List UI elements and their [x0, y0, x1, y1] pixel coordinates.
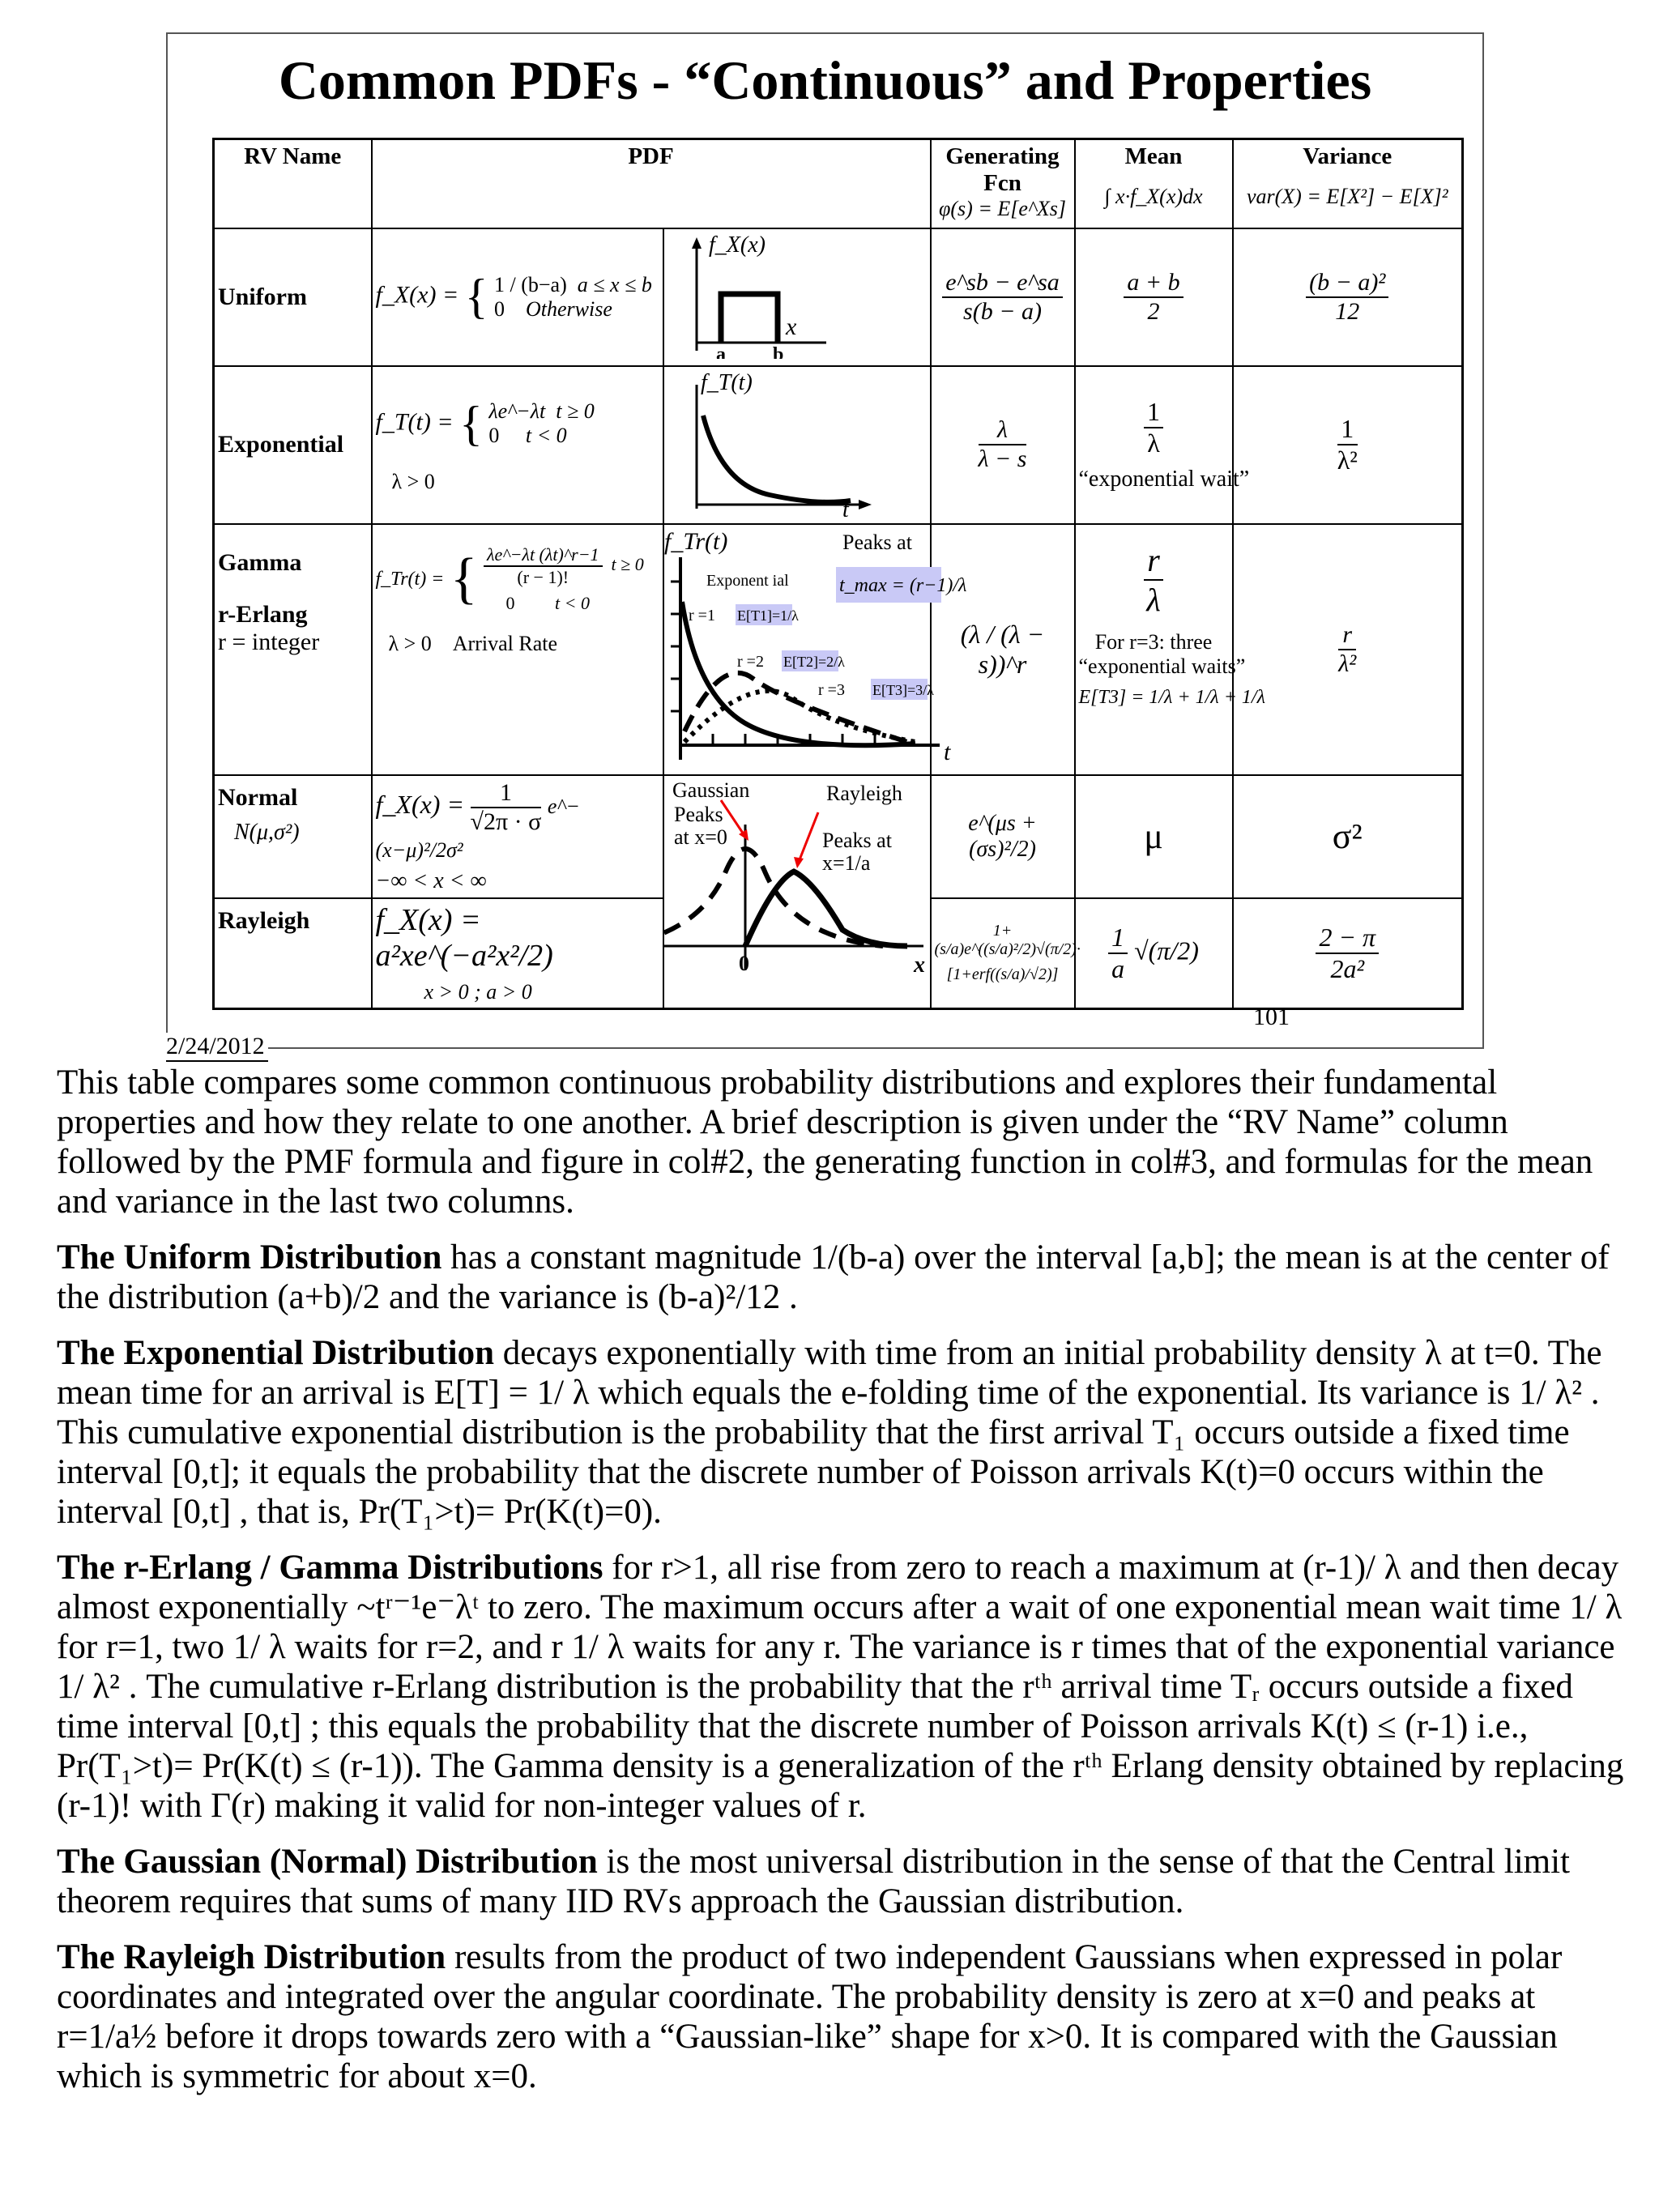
- uniform-pdf: [372, 228, 663, 366]
- gamma-param-label: Arrival Rate: [452, 631, 558, 655]
- pdf-table: [212, 138, 1464, 1010]
- rayleigh-arrow-head: [794, 857, 804, 868]
- rayleigh-gen: [931, 898, 1081, 1009]
- para-exponential: [57, 1333, 1636, 1532]
- rayleigh-peaks: Peaks at: [821, 828, 892, 852]
- gamma-fig-r1-mean: E[T1]=1/λ: [736, 607, 799, 624]
- rayleigh-gen-line1: 1+(s/a)e^((s/a)²/2)√(π/2)·: [934, 922, 1081, 958]
- exponential-var: [1233, 366, 1463, 524]
- uniform-case1-cond: a ≤ x ≤ b: [577, 272, 652, 296]
- exp-mean-den: λ: [1147, 428, 1160, 458]
- header-mean-label: Mean: [1124, 143, 1183, 169]
- exponential-figure: [663, 366, 931, 524]
- slide-date: 2/24/2012: [166, 1033, 268, 1062]
- header-var-formula: var(X) = E[X²] − E[X]²: [1246, 185, 1448, 208]
- rayleigh-label: Rayleigh: [825, 781, 902, 805]
- exp-var-den: λ²: [1337, 445, 1358, 475]
- exp-case1-cond: t ≥ 0: [556, 399, 595, 423]
- exp-case2: 0: [488, 424, 500, 447]
- gamma-fig-r1: r =1: [688, 606, 715, 624]
- normal-pdf-lhs-text: f_X(x) =: [375, 789, 465, 819]
- rayleigh-range: x > 0 ; a > 0: [424, 979, 532, 1004]
- gamma-pdf: [372, 524, 663, 775]
- header-pdf: PDF: [372, 139, 931, 228]
- exponential-pdf: [372, 366, 663, 524]
- gamma-figure: [663, 524, 966, 775]
- gamma-plot: [663, 525, 966, 768]
- gamma-gen-formula: (λ / (λ − s))^r: [960, 619, 1045, 679]
- uniform-var-num: (b − a)²: [1306, 269, 1388, 298]
- header-generating: [931, 139, 1075, 228]
- uniform-fig-xlabel: x: [785, 313, 796, 340]
- rayleigh-mean: [1075, 898, 1233, 1009]
- para-erlang-body: for r>1, all rise from zero to reach a maximum at (r-1)/ λ and then decay almost exponentially ~tʳ⁻¹e⁻λᵗ to zero. The maximum occurs after a wait of one exponential mean wait time 1/ λ for r=1, two 1/ λ waits for r=2, and r 1/ λ waits for any r. The variance is r times that of the exponential variance 1/ λ² . The cumulative r-Erlang distribution is the probability that the rᵗʰ arrival time Tᵣ occurs outside a fixed time interval [0,t] ; this equals the probability that the discrete number of Poisson arrivals K(t) ≤ (r-1) i.e., Pr(T₁>t)= Pr(K(t) ≤ (r-1)). The Gamma density is a generalization of the rᵗʰ Erlang density obtained by replacing (r-1)! with Γ(r) making it valid for non-integer values of r.: [57, 1549, 1624, 1825]
- gamma-r1-curve: [682, 602, 915, 745]
- exp-x-arrow: [859, 500, 872, 509]
- exponential-mean: [1075, 366, 1250, 524]
- exp-gen-den: λ − s: [978, 445, 1027, 472]
- gamma-mean-num: r: [1144, 541, 1163, 581]
- normal-pdf-den: √2π · σ: [470, 808, 542, 835]
- uniform-mean-den: 2: [1147, 297, 1160, 325]
- gamma-var-den: λ²: [1338, 650, 1357, 677]
- gamma-fig-exponential: Exponent ial: [706, 571, 789, 590]
- gamma-mean-note1: For r=3: three: [1094, 629, 1213, 654]
- rayleigh-arrow: [799, 812, 818, 862]
- para-rayleigh: [57, 1937, 1636, 2096]
- gamma-gen: [931, 524, 1075, 775]
- exp-gen-num: λ: [979, 416, 1027, 445]
- rayleigh-at: x=1/a: [821, 850, 870, 875]
- exponential-name: Exponential: [214, 366, 372, 524]
- row-exponential: [214, 366, 1463, 524]
- gamma-var-num: r: [1338, 621, 1356, 650]
- normal-gen-formula: e^(μs + (σs)²/2): [968, 810, 1037, 862]
- exp-mean-note: “exponential wait”: [1078, 467, 1250, 492]
- uniform-var-den: 12: [1335, 297, 1360, 325]
- exp-plot: [664, 367, 923, 517]
- gaussian-at: at x=0: [673, 825, 727, 849]
- normal-rayleigh-figure: [663, 775, 931, 1009]
- para-rayleigh-head: The Rayleigh Distribution: [57, 1938, 446, 1976]
- para-gauss-body: is the most universal distribution in the sense of that the Central limit theorem requires that sums of many IID RVs approach the Gaussian distribution.: [57, 1843, 1571, 1920]
- uniform-fig-ylabel: f_X(x): [708, 232, 766, 258]
- exp-cases: [488, 399, 594, 448]
- gamma-pdf-lhs: f_Tr(t) =: [375, 568, 445, 590]
- uniform-gen-num: e^sb − e^sa: [942, 269, 1063, 298]
- uniform-mean: [1075, 228, 1233, 366]
- gamma-name2: r-Erlang: [218, 600, 308, 628]
- exp-case2-cond: t < 0: [525, 424, 567, 447]
- header-variance-label: Variance: [1303, 143, 1392, 169]
- uniform-plot: [664, 229, 923, 359]
- rayleigh-mean-den: a: [1111, 953, 1125, 983]
- gamma-mean: [1075, 524, 1265, 775]
- uniform-y-arrow: [692, 237, 702, 249]
- uniform-case2: 0: [494, 296, 505, 321]
- para-uniform-head: The Uniform Distribution: [57, 1238, 442, 1276]
- exp-brace: {: [459, 396, 483, 450]
- gamma-brace: {: [450, 547, 478, 610]
- normal-var-value: σ²: [1332, 816, 1363, 856]
- rayleigh-pdf: [372, 898, 663, 1009]
- rayleigh-var: [1233, 898, 1463, 1009]
- gamma-case1-cond: t ≥ 0: [611, 553, 644, 574]
- description-text: [57, 1063, 1636, 2112]
- gamma-var: [1233, 524, 1463, 775]
- gamma-param-line: [376, 632, 659, 656]
- header-gen-line2: Fcn: [983, 170, 1021, 196]
- gamma-fig-ylabel: f_Tr(t): [663, 527, 727, 555]
- gamma-param: λ > 0: [388, 631, 432, 655]
- exp-param: λ > 0: [391, 469, 435, 493]
- header-row: [214, 139, 1463, 228]
- gamma-fig-tmax: t_max = (r−1)/λ: [838, 574, 966, 596]
- exp-mean-num: 1: [1144, 397, 1163, 428]
- para-erlang: [57, 1548, 1636, 1826]
- rayleigh-gen-line2: [1+erf((s/a)/√2)]: [946, 965, 1059, 983]
- exp-fig-ylabel: f_T(t): [700, 369, 753, 395]
- rayleigh-var-num: 2 − π: [1316, 923, 1379, 954]
- gamma-fig-r3: r =3: [817, 680, 845, 699]
- header-gen-formula: φ(s) = E[e^Xs]: [939, 197, 1066, 220]
- uniform-fig-b: b: [772, 343, 783, 359]
- gamma-cases: [484, 544, 644, 614]
- normal-pdf: [372, 775, 663, 898]
- uniform-fig-a: a: [715, 343, 726, 359]
- uniform-case1: 1 / (b−a): [494, 272, 567, 296]
- header-variance: [1233, 139, 1463, 228]
- gamma-fig-r2: r =2: [736, 652, 764, 671]
- normal-pdf-exp: e^−(x−μ)²/2σ²: [375, 794, 580, 862]
- para-uniform-body: has a constant magnitude 1/(b-a) over the interval [a,b]; the mean is at the center of the distribution (a+b)/2 and the variance is (b-a)²/12 .: [57, 1238, 1610, 1316]
- para-exp-body: decays exponentially with time from an initial probability density λ at t=0. The mean time for an arrival is E[T] = 1/ λ which equals the e-folding time of the exponential. Its variance is 1/ λ² . This cumulative exponential distribution is the probability that the first arrival T₁ occurs outside a fixed time interval [0,t]; it equals the probability that the discrete number of Poisson arrivals K(t)=0 occurs within the interval [0,t] , that is, Pr(T₁>t)= Pr(K(t)=0).: [57, 1334, 1602, 1531]
- exp-var-num: 1: [1337, 414, 1358, 445]
- gauss-rayleigh-plot: [664, 776, 932, 978]
- para-erlang-head: The r-Erlang / Gamma Distributions: [57, 1549, 603, 1587]
- uniform-gen: [931, 228, 1075, 366]
- normal-pdf-num: 1: [471, 779, 542, 808]
- gamma-case2: 0: [505, 592, 515, 613]
- rayleigh-name: Rayleigh: [214, 898, 372, 1009]
- normal-name-label: Normal: [218, 783, 298, 811]
- slide: [166, 32, 1484, 1059]
- header-mean: [1075, 139, 1233, 228]
- gamma-name1: Gamma: [218, 548, 302, 576]
- rayleigh-var-den: 2a²: [1330, 953, 1365, 983]
- gaussian-label: Gaussian: [672, 778, 749, 802]
- gr-origin: 0: [738, 951, 749, 975]
- gamma-mean-note2: “exponential waits”: [1078, 654, 1246, 678]
- rayleigh-mean-root: √(π/2): [1134, 935, 1199, 965]
- uniform-mean-num: a + b: [1124, 269, 1183, 298]
- gamma-mean-den: λ: [1146, 581, 1161, 618]
- para-exp-head: The Exponential Distribution: [57, 1334, 494, 1372]
- row-normal: [214, 775, 1463, 898]
- para-gaussian: [57, 1842, 1636, 1921]
- uniform-gen-den: s(b − a): [963, 297, 1042, 325]
- normal-var: [1233, 775, 1463, 898]
- header-mean-formula: ∫ x·f_X(x)dx: [1104, 185, 1203, 208]
- header-gen-line1: Generating: [945, 143, 1060, 169]
- normal-mean-value: μ: [1144, 816, 1163, 856]
- gamma-fig-r2-mean: E[T2]=2/λ: [783, 653, 845, 670]
- gamma-case1-den: (r − 1)!: [517, 566, 569, 587]
- exp-fig-xlabel: t: [842, 497, 849, 517]
- rayleigh-mean-num: 1: [1108, 923, 1128, 954]
- row-uniform: [214, 228, 1463, 366]
- gamma-fig-xlabel: t: [943, 738, 950, 765]
- uniform-figure: [663, 228, 931, 366]
- para-gauss-head: The Gaussian (Normal) Distribution: [57, 1843, 598, 1881]
- uniform-pdf-curve: [721, 294, 778, 343]
- exp-pdf-lhs: f_T(t) =: [375, 407, 454, 435]
- page-number: 101: [1253, 1004, 1290, 1030]
- slide-title: Common PDFs - “Continuous” and Properties: [278, 49, 1372, 111]
- uniform-case2-cond: Otherwise: [526, 296, 612, 321]
- gamma-fig-peaks: Peaks at: [842, 530, 912, 554]
- exp-pdf-curve: [703, 416, 851, 502]
- gamma-name3: r = integer: [218, 628, 320, 655]
- normal-notation: N(μ,σ²): [234, 819, 300, 845]
- gamma-name: [214, 524, 372, 775]
- para-rayleigh-body: results from the product of two independent Gaussians when expressed in polar coordinates and integrated over the angular coordinate. The probability density is zero at x=0 and peaks at r=1/a½ before it drops towards zero with a “Gaussian-like” shape for x>0. It is compared with the Gaussian which is symmetric for about x=0.: [57, 1938, 1563, 2095]
- para-uniform: [57, 1238, 1636, 1317]
- uniform-pdf-lhs: f_X(x) =: [375, 281, 459, 309]
- uniform-brace: {: [464, 270, 488, 323]
- normal-range: −∞ < x < ∞: [375, 867, 487, 893]
- gr-xlabel: x: [913, 952, 925, 978]
- para-intro: This table compares some common continuous probability distributions and explores their fundamental properties and how they relate to one another. A brief description is given under the “RV Name” column followed by the PMF formula and figure in col#2, the generating function in col#3, and formulas for the mean and variance in the last two columns.: [57, 1063, 1593, 1221]
- gamma-fig-r3-mean: E[T3]=3/λ: [872, 681, 934, 698]
- normal-mean: [1075, 775, 1233, 898]
- gaussian-peaks: Peaks: [673, 802, 723, 826]
- normal-gen: [931, 775, 1075, 898]
- rayleigh-pdf-formula: f_X(x) = a²xe^(−a²x²/2): [375, 902, 553, 973]
- uniform-cases: [494, 273, 652, 322]
- exp-case1: λe^−λt: [488, 399, 546, 423]
- normal-name: [214, 775, 372, 898]
- row-gamma: [214, 524, 1463, 775]
- gamma-case2-cond: t < 0: [555, 592, 590, 613]
- header-rv-name: RV Name: [214, 139, 372, 228]
- gamma-case1-num: λe^−λt (λt)^r−1: [484, 544, 603, 567]
- exponential-gen: [931, 366, 1075, 524]
- gamma-mean-sum: E[T3] = 1/λ + 1/λ + 1/λ: [1078, 686, 1265, 708]
- uniform-name: Uniform: [214, 228, 372, 366]
- uniform-var: [1233, 228, 1463, 366]
